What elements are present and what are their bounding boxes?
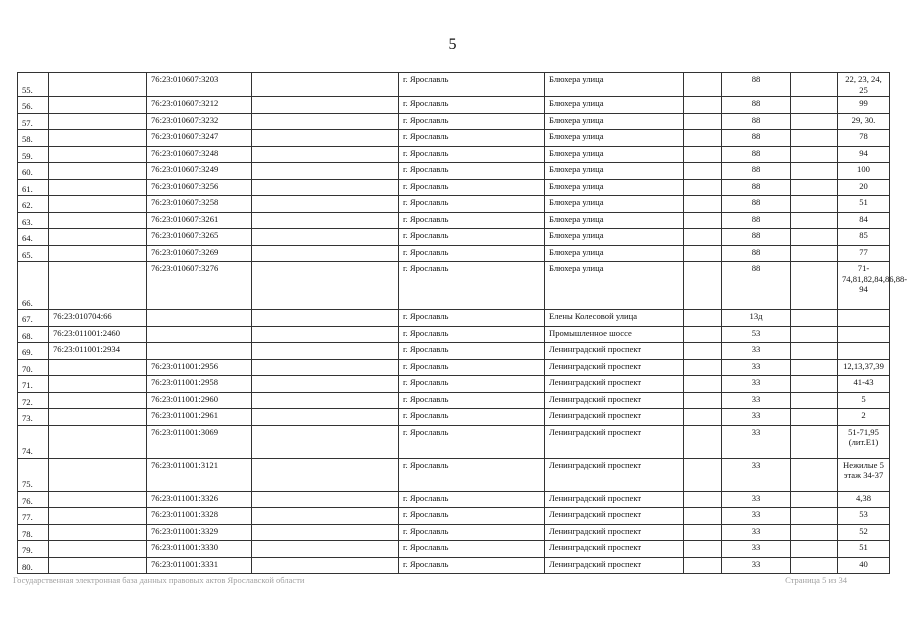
row-number: 59.: [18, 146, 49, 163]
empty-cell: [252, 425, 399, 458]
cadastral-number-building: [49, 212, 147, 229]
cadastral-number-building: [49, 163, 147, 180]
cadastral-number-building: [49, 409, 147, 426]
street: Ленинградский проспект: [545, 541, 684, 558]
house-number: 33: [722, 458, 791, 491]
house-number: 88: [722, 73, 791, 97]
footer-source: Государственная электронная база данных правовых актов Ярославской области: [13, 575, 305, 585]
apartment-numbers: 5: [838, 392, 890, 409]
empty-cell: [791, 557, 838, 574]
empty-cell: [684, 409, 722, 426]
city: г. Ярославль: [399, 524, 545, 541]
city: г. Ярославль: [399, 196, 545, 213]
cadastral-number-building: [49, 113, 147, 130]
empty-cell: [252, 409, 399, 426]
table-row: [18, 262, 890, 310]
street: Ленинградский проспект: [545, 524, 684, 541]
city: г. Ярославль: [399, 113, 545, 130]
empty-cell: [252, 376, 399, 393]
house-number: 88: [722, 229, 791, 246]
table-row: [18, 326, 890, 343]
cadastral-number-building: [49, 130, 147, 147]
empty-cell: [252, 458, 399, 491]
empty-cell: [252, 359, 399, 376]
empty-cell: [791, 508, 838, 525]
house-number: 88: [722, 262, 791, 310]
house-number: 33: [722, 508, 791, 525]
empty-cell: [791, 179, 838, 196]
street: Блюхера улица: [545, 113, 684, 130]
cadastral-number-building: [49, 376, 147, 393]
empty-cell: [791, 524, 838, 541]
cadastral-number-premise: [147, 310, 252, 327]
cadastral-number-building: [49, 541, 147, 558]
cadastral-number-premise: 76:23:010607:3203: [147, 73, 252, 97]
city: г. Ярославль: [399, 73, 545, 97]
cadastral-number-premise: 76:23:011001:3330: [147, 541, 252, 558]
city: г. Ярославль: [399, 425, 545, 458]
cadastral-number-premise: 76:23:010607:3248: [147, 146, 252, 163]
empty-cell: [252, 392, 399, 409]
apartment-numbers: 99: [838, 97, 890, 114]
street: Ленинградский проспект: [545, 376, 684, 393]
page-number: 5: [448, 36, 457, 53]
table-row: [18, 491, 890, 508]
house-number: 33: [722, 524, 791, 541]
apartment-numbers: 4,38: [838, 491, 890, 508]
row-number: 64.: [18, 229, 49, 246]
empty-cell: [791, 113, 838, 130]
table-row: [18, 376, 890, 393]
row-number: 72.: [18, 392, 49, 409]
cadastral-number-premise: 76:23:010607:3249: [147, 163, 252, 180]
house-number: 13д: [722, 310, 791, 327]
table-row: [18, 425, 890, 458]
cadastral-number-premise: 76:23:011001:3121: [147, 458, 252, 491]
house-number: 88: [722, 245, 791, 262]
street: Блюхера улица: [545, 97, 684, 114]
cadastral-number-premise: 76:23:011001:3328: [147, 508, 252, 525]
empty-cell: [791, 97, 838, 114]
city: г. Ярославль: [399, 326, 545, 343]
table-row: [18, 310, 890, 327]
house-number: 88: [722, 196, 791, 213]
row-number: 56.: [18, 97, 49, 114]
city: г. Ярославль: [399, 212, 545, 229]
empty-cell: [252, 146, 399, 163]
apartment-numbers: 77: [838, 245, 890, 262]
cadastral-number-building: [49, 179, 147, 196]
empty-cell: [684, 146, 722, 163]
apartment-numbers: 94: [838, 146, 890, 163]
empty-cell: [791, 458, 838, 491]
cadastral-number-premise: 76:23:011001:2956: [147, 359, 252, 376]
row-number: 78.: [18, 524, 49, 541]
empty-cell: [684, 359, 722, 376]
apartment-numbers: 40: [838, 557, 890, 574]
apartment-numbers: 22, 23, 24, 25: [838, 73, 890, 97]
cadastral-number-building: [49, 491, 147, 508]
table-row: [18, 163, 890, 180]
house-number: 88: [722, 212, 791, 229]
row-number: 55.: [18, 73, 49, 97]
apartment-numbers: [838, 326, 890, 343]
empty-cell: [252, 179, 399, 196]
empty-cell: [252, 262, 399, 310]
house-number: 88: [722, 130, 791, 147]
empty-cell: [684, 229, 722, 246]
row-number: 60.: [18, 163, 49, 180]
table-row: [18, 179, 890, 196]
table-row: [18, 245, 890, 262]
cadastral-number-building: [49, 425, 147, 458]
table-row: [18, 458, 890, 491]
table-row: [18, 359, 890, 376]
house-number: 33: [722, 376, 791, 393]
cadastral-number-premise: 76:23:010607:3232: [147, 113, 252, 130]
cadastral-number-premise: 76:23:010607:3269: [147, 245, 252, 262]
row-number: 79.: [18, 541, 49, 558]
empty-cell: [252, 524, 399, 541]
row-number: 71.: [18, 376, 49, 393]
empty-cell: [684, 97, 722, 114]
house-number: 33: [722, 409, 791, 426]
empty-cell: [791, 343, 838, 360]
empty-cell: [791, 262, 838, 310]
empty-cell: [252, 212, 399, 229]
apartment-numbers: Нежилые 5 этаж 34-37: [838, 458, 890, 491]
row-number: 61.: [18, 179, 49, 196]
street: Ленинградский проспект: [545, 557, 684, 574]
table-row: [18, 508, 890, 525]
cadastral-number-building: [49, 359, 147, 376]
cadastral-number-premise: 76:23:010607:3247: [147, 130, 252, 147]
table-row: [18, 541, 890, 558]
empty-cell: [252, 557, 399, 574]
row-number: 69.: [18, 343, 49, 360]
empty-cell: [252, 310, 399, 327]
cadastral-number-building: [49, 524, 147, 541]
cadastral-number-premise: 76:23:011001:3331: [147, 557, 252, 574]
street: Блюхера улица: [545, 212, 684, 229]
street: Промышленное шоссе: [545, 326, 684, 343]
empty-cell: [252, 196, 399, 213]
empty-cell: [791, 196, 838, 213]
cadastral-number-building: [49, 196, 147, 213]
apartment-numbers: 78: [838, 130, 890, 147]
street: Блюхера улица: [545, 130, 684, 147]
table-row: [18, 343, 890, 360]
empty-cell: [791, 130, 838, 147]
street: Ленинградский проспект: [545, 458, 684, 491]
empty-cell: [684, 179, 722, 196]
street: Блюхера улица: [545, 73, 684, 97]
cadastral-number-premise: 76:23:010607:3256: [147, 179, 252, 196]
apartment-numbers: [838, 343, 890, 360]
city: г. Ярославль: [399, 179, 545, 196]
empty-cell: [252, 326, 399, 343]
empty-cell: [252, 245, 399, 262]
house-number: 33: [722, 557, 791, 574]
street: Блюхера улица: [545, 146, 684, 163]
row-number: 66.: [18, 262, 49, 310]
empty-cell: [791, 392, 838, 409]
cadastral-number-building: 76:23:010704:66: [49, 310, 147, 327]
table-row: [18, 113, 890, 130]
apartment-numbers: 100: [838, 163, 890, 180]
cadastral-number-premise: 76:23:011001:3069: [147, 425, 252, 458]
row-number: 65.: [18, 245, 49, 262]
street: Блюхера улица: [545, 262, 684, 310]
empty-cell: [684, 508, 722, 525]
cadastral-number-premise: 76:23:011001:2960: [147, 392, 252, 409]
empty-cell: [791, 359, 838, 376]
apartment-numbers: 51: [838, 196, 890, 213]
table-row: [18, 409, 890, 426]
empty-cell: [791, 245, 838, 262]
cadastral-number-premise: 76:23:011001:3326: [147, 491, 252, 508]
cadastral-number-building: [49, 557, 147, 574]
table-row: [18, 524, 890, 541]
cadastral-number-building: [49, 146, 147, 163]
street: Ленинградский проспект: [545, 392, 684, 409]
empty-cell: [684, 557, 722, 574]
empty-cell: [791, 541, 838, 558]
empty-cell: [791, 163, 838, 180]
empty-cell: [252, 541, 399, 558]
row-number: 57.: [18, 113, 49, 130]
city: г. Ярославль: [399, 245, 545, 262]
empty-cell: [684, 73, 722, 97]
apartment-numbers: 85: [838, 229, 890, 246]
empty-cell: [791, 326, 838, 343]
empty-cell: [252, 163, 399, 180]
empty-cell: [252, 508, 399, 525]
city: г. Ярославль: [399, 541, 545, 558]
house-number: 33: [722, 425, 791, 458]
empty-cell: [791, 146, 838, 163]
table-row: [18, 97, 890, 114]
cadastral-number-building: [49, 262, 147, 310]
city: г. Ярославль: [399, 97, 545, 114]
apartment-numbers: 53: [838, 508, 890, 525]
empty-cell: [684, 262, 722, 310]
street: Блюхера улица: [545, 229, 684, 246]
city: г. Ярославль: [399, 229, 545, 246]
empty-cell: [252, 113, 399, 130]
empty-cell: [684, 245, 722, 262]
empty-cell: [791, 376, 838, 393]
street: Ленинградский проспект: [545, 409, 684, 426]
city: г. Ярославль: [399, 146, 545, 163]
city: г. Ярославль: [399, 310, 545, 327]
street: Ленинградский проспект: [545, 491, 684, 508]
cadastral-number-premise: 76:23:010607:3261: [147, 212, 252, 229]
cadastral-number-building: 76:23:011001:2460: [49, 326, 147, 343]
empty-cell: [791, 409, 838, 426]
empty-cell: [684, 524, 722, 541]
empty-cell: [684, 130, 722, 147]
empty-cell: [791, 491, 838, 508]
empty-cell: [684, 212, 722, 229]
row-number: 63.: [18, 212, 49, 229]
empty-cell: [791, 425, 838, 458]
city: г. Ярославль: [399, 409, 545, 426]
street: Ленинградский проспект: [545, 508, 684, 525]
cadastral-number-building: [49, 508, 147, 525]
apartment-numbers: 71-74,81,82,84,86,88-94: [838, 262, 890, 310]
empty-cell: [684, 310, 722, 327]
empty-cell: [252, 73, 399, 97]
row-number: 73.: [18, 409, 49, 426]
city: г. Ярославль: [399, 491, 545, 508]
house-number: 33: [722, 343, 791, 360]
row-number: 68.: [18, 326, 49, 343]
city: г. Ярославль: [399, 557, 545, 574]
city: г. Ярославль: [399, 508, 545, 525]
house-number: 33: [722, 359, 791, 376]
apartment-numbers: 51-71,95 (лит.Е1): [838, 425, 890, 458]
cadastral-number-premise: [147, 326, 252, 343]
row-number: 58.: [18, 130, 49, 147]
cadastral-number-building: [49, 392, 147, 409]
house-number: 88: [722, 146, 791, 163]
street: Ленинградский проспект: [545, 359, 684, 376]
house-number: 33: [722, 491, 791, 508]
empty-cell: [684, 163, 722, 180]
footer-page-counter: Страница 5 из 34: [785, 575, 847, 585]
row-number: 74.: [18, 425, 49, 458]
empty-cell: [684, 113, 722, 130]
empty-cell: [252, 130, 399, 147]
empty-cell: [252, 97, 399, 114]
table-row: [18, 73, 890, 97]
house-number: 88: [722, 179, 791, 196]
empty-cell: [791, 212, 838, 229]
table-row: [18, 130, 890, 147]
city: г. Ярославль: [399, 262, 545, 310]
street: Блюхера улица: [545, 245, 684, 262]
empty-cell: [684, 392, 722, 409]
row-number: 75.: [18, 458, 49, 491]
empty-cell: [684, 491, 722, 508]
table-row: [18, 229, 890, 246]
apartment-numbers: 2: [838, 409, 890, 426]
cadastral-number-building: [49, 458, 147, 491]
street: Ленинградский проспект: [545, 343, 684, 360]
register-table: [17, 72, 907, 574]
row-number: 62.: [18, 196, 49, 213]
empty-cell: [684, 541, 722, 558]
empty-cell: [252, 491, 399, 508]
city: г. Ярославль: [399, 343, 545, 360]
table-row: [18, 196, 890, 213]
empty-cell: [252, 343, 399, 360]
row-number: 67.: [18, 310, 49, 327]
empty-cell: [791, 310, 838, 327]
cadastral-number-building: [49, 229, 147, 246]
apartment-numbers: 41-43: [838, 376, 890, 393]
cadastral-number-premise: 76:23:010607:3276: [147, 262, 252, 310]
row-number: 76.: [18, 491, 49, 508]
empty-cell: [684, 326, 722, 343]
street: Блюхера улица: [545, 163, 684, 180]
table-row: [18, 212, 890, 229]
cadastral-number-building: 76:23:011001:2934: [49, 343, 147, 360]
apartment-numbers: 12,13,37,39: [838, 359, 890, 376]
city: г. Ярославль: [399, 376, 545, 393]
cadastral-number-premise: 76:23:011001:2961: [147, 409, 252, 426]
row-number: 77.: [18, 508, 49, 525]
empty-cell: [684, 343, 722, 360]
street: Блюхера улица: [545, 196, 684, 213]
apartment-numbers: 29, 30.: [838, 113, 890, 130]
city: г. Ярославль: [399, 359, 545, 376]
empty-cell: [791, 73, 838, 97]
apartment-numbers: [838, 310, 890, 327]
house-number: 53: [722, 326, 791, 343]
city: г. Ярославль: [399, 392, 545, 409]
city: г. Ярославль: [399, 163, 545, 180]
house-number: 88: [722, 113, 791, 130]
house-number: 88: [722, 97, 791, 114]
table-row: [18, 557, 890, 574]
house-number: 88: [722, 163, 791, 180]
empty-cell: [684, 425, 722, 458]
city: г. Ярославль: [399, 130, 545, 147]
street: Ленинградский проспект: [545, 425, 684, 458]
cadastral-number-premise: 76:23:010607:3265: [147, 229, 252, 246]
cadastral-number-premise: 76:23:011001:2958: [147, 376, 252, 393]
row-number: 80.: [18, 557, 49, 574]
cadastral-number-premise: [147, 343, 252, 360]
cadastral-number-premise: 76:23:010607:3212: [147, 97, 252, 114]
apartment-numbers: 51: [838, 541, 890, 558]
cadastral-number-premise: 76:23:011001:3329: [147, 524, 252, 541]
apartment-numbers: 52: [838, 524, 890, 541]
city: г. Ярославль: [399, 458, 545, 491]
empty-cell: [684, 458, 722, 491]
house-number: 33: [722, 392, 791, 409]
apartment-numbers: 20: [838, 179, 890, 196]
table-row: [18, 392, 890, 409]
apartment-numbers: 84: [838, 212, 890, 229]
table-row: [18, 146, 890, 163]
cadastral-number-building: [49, 97, 147, 114]
cadastral-number-building: [49, 245, 147, 262]
empty-cell: [252, 229, 399, 246]
empty-cell: [684, 196, 722, 213]
street: Блюхера улица: [545, 179, 684, 196]
street: Елены Колесовой улица: [545, 310, 684, 327]
cadastral-number-building: [49, 73, 147, 97]
empty-cell: [791, 229, 838, 246]
cadastral-number-premise: 76:23:010607:3258: [147, 196, 252, 213]
house-number: 33: [722, 541, 791, 558]
empty-cell: [684, 376, 722, 393]
row-number: 70.: [18, 359, 49, 376]
